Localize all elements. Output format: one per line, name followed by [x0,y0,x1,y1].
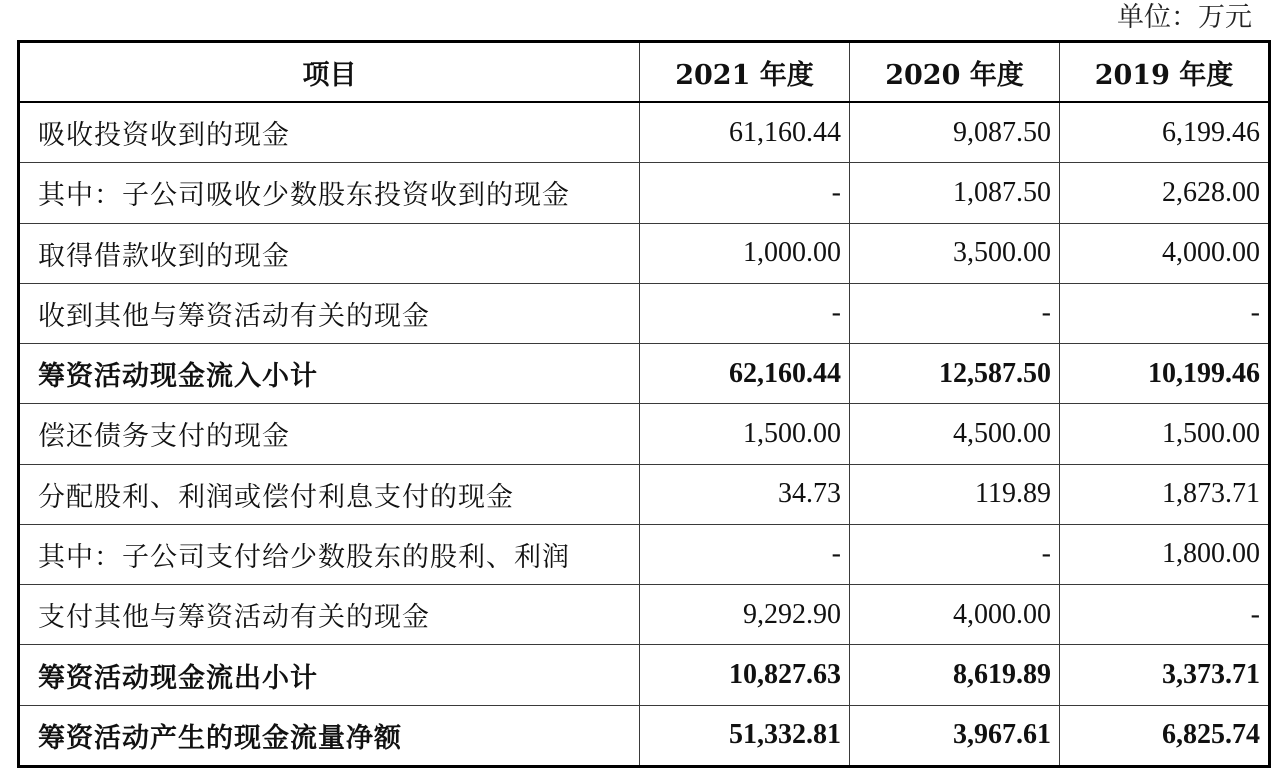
value-2021: 62,160.44 [640,344,850,404]
table-body [19,102,1270,767]
value-2020: 4,000.00 [850,585,1060,645]
header-2021: 2021 年度 [640,42,850,103]
row-label: 筹资活动产生的现金流量净额 [19,705,640,766]
value-2019: - [1060,585,1270,645]
table-row [19,645,1270,705]
value-2020: 4,500.00 [850,404,1060,464]
row-label: 收到其他与筹资活动有关的现金 [19,283,640,343]
value-2020: - [850,283,1060,343]
table-row [19,464,1270,524]
value-2021: - [640,524,850,584]
value-2019: 1,500.00 [1060,404,1270,464]
value-2021: 51,332.81 [640,705,850,766]
value-2021: 61,160.44 [640,102,850,163]
value-2019: 3,373.71 [1060,645,1270,705]
value-2019: 6,199.46 [1060,102,1270,163]
table-row [19,404,1270,464]
value-2021: 9,292.90 [640,585,850,645]
row-label: 分配股利、利润或偿付利息支付的现金 [19,464,640,524]
value-2019: 1,873.71 [1060,464,1270,524]
value-2020: 1,087.50 [850,163,1060,223]
table-header-row [19,42,1270,103]
value-2020: 12,587.50 [850,344,1060,404]
header-item: 项目 [19,42,640,103]
row-label: 其中：子公司吸收少数股东投资收到的现金 [19,163,640,223]
value-2021: 1,500.00 [640,404,850,464]
value-2020: 3,500.00 [850,223,1060,283]
table-row [19,524,1270,584]
value-2019: 1,800.00 [1060,524,1270,584]
table-row [19,223,1270,283]
value-2020: 119.89 [850,464,1060,524]
value-2020: - [850,524,1060,584]
table-row [19,344,1270,404]
row-label: 吸收投资收到的现金 [19,102,640,163]
table-row [19,163,1270,223]
table-row [19,705,1270,766]
row-label: 筹资活动现金流出小计 [19,645,640,705]
cash-flow-table [17,40,1271,768]
value-2021: 10,827.63 [640,645,850,705]
value-2021: - [640,283,850,343]
value-2019: 10,199.46 [1060,344,1270,404]
row-label: 取得借款收到的现金 [19,223,640,283]
table-row [19,102,1270,163]
table-row [19,283,1270,343]
row-label: 支付其他与筹资活动有关的现金 [19,585,640,645]
value-2020: 8,619.89 [850,645,1060,705]
row-label: 偿还债务支付的现金 [19,404,640,464]
unit-label: 单位：万元 [1117,2,1252,33]
value-2019: 6,825.74 [1060,705,1270,766]
header-2019: 2019 年度 [1060,42,1270,103]
value-2020: 3,967.61 [850,705,1060,766]
value-2019: 2,628.00 [1060,163,1270,223]
value-2019: - [1060,283,1270,343]
header-2020: 2020 年度 [850,42,1060,103]
value-2020: 9,087.50 [850,102,1060,163]
value-2021: 34.73 [640,464,850,524]
value-2021: - [640,163,850,223]
value-2019: 4,000.00 [1060,223,1270,283]
table-row [19,585,1270,645]
row-label: 其中：子公司支付给少数股东的股利、利润 [19,524,640,584]
row-label: 筹资活动现金流入小计 [19,344,640,404]
value-2021: 1,000.00 [640,223,850,283]
